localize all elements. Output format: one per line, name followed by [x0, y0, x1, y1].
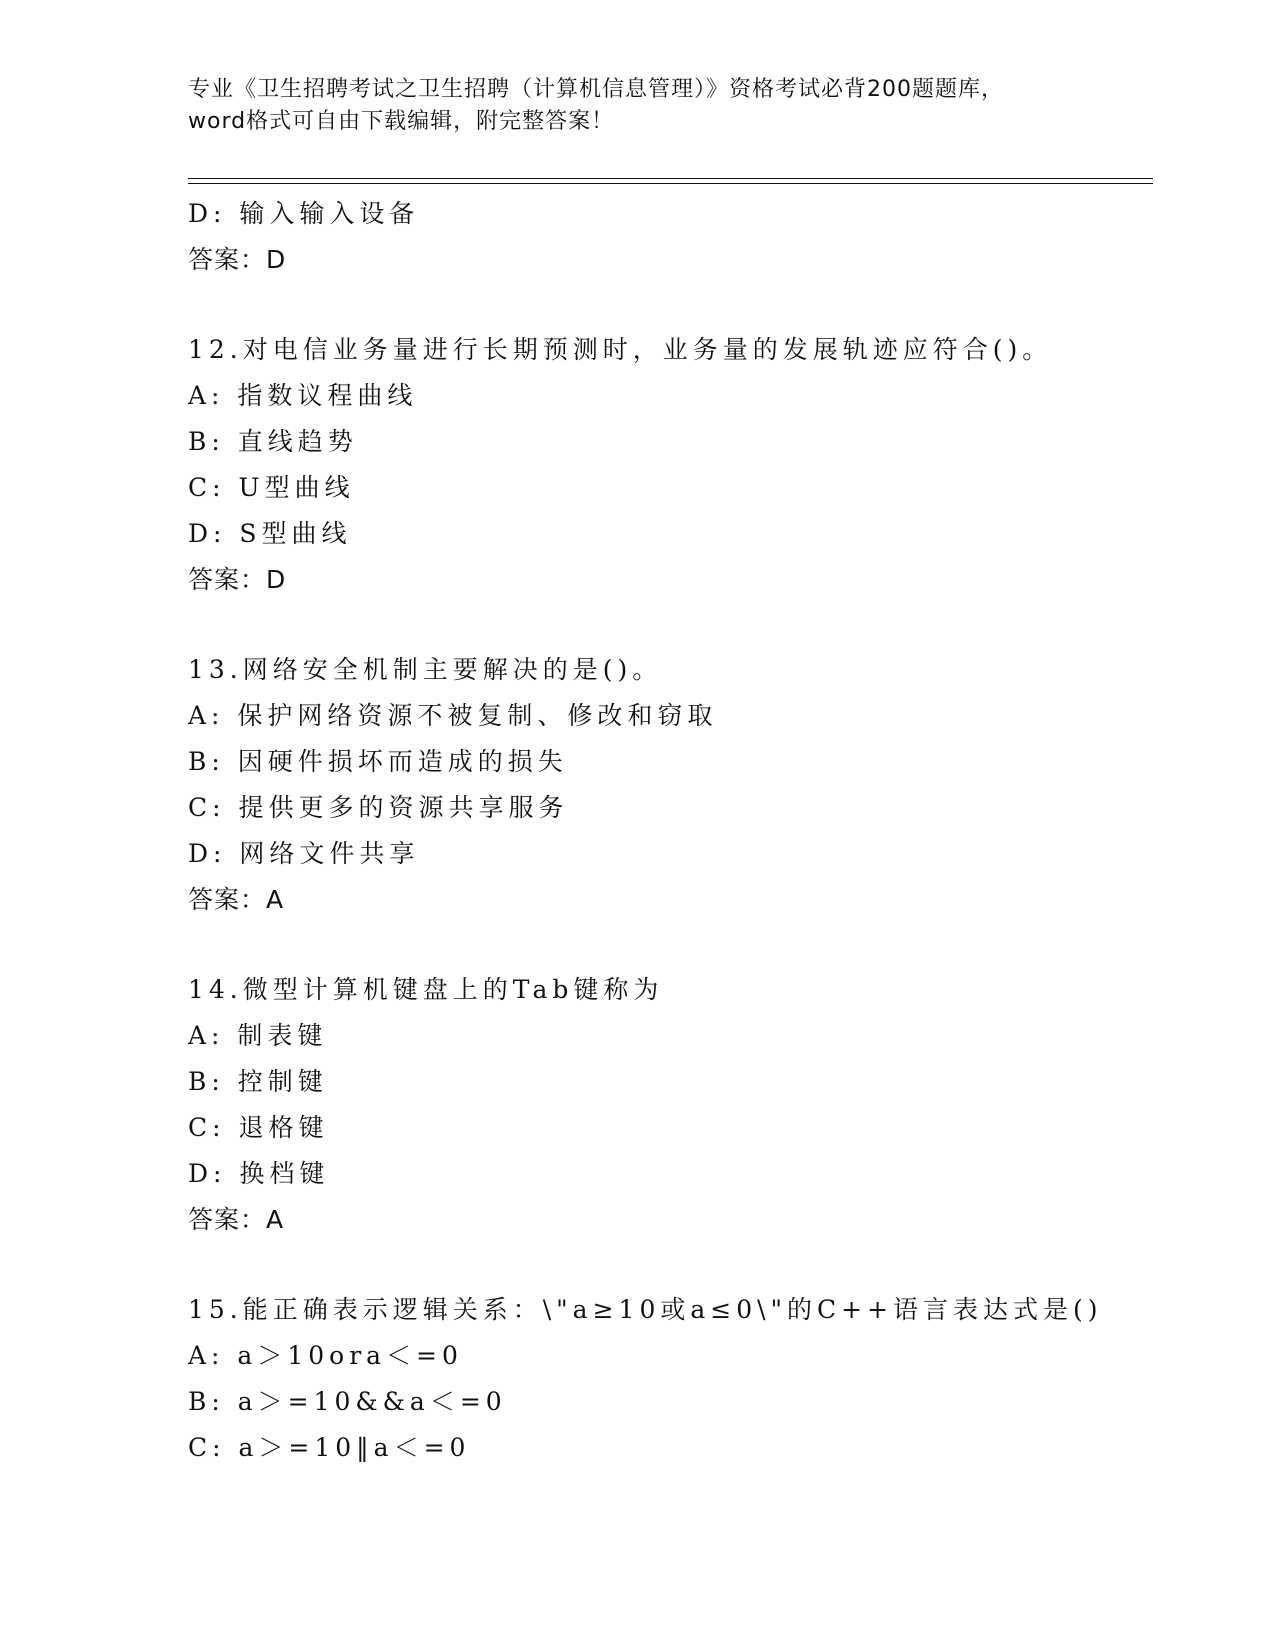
question-block [188, 647, 1148, 923]
answer-line: 答案：D [188, 245, 287, 274]
header-rule-top [188, 178, 1153, 179]
option-line: A: a＞10ora＜=0 [188, 1341, 463, 1370]
answer-line: 答案：A [188, 885, 285, 914]
question-text: 14.微型计算机键盘上的Tab键称为 [188, 975, 664, 1004]
question-text: 12.对电信业务量进行长期预测时，业务量的发展轨迹应符合()。 [188, 335, 1053, 364]
question-block [188, 191, 1148, 283]
question-block [188, 1287, 1148, 1471]
option-line: B: 直线趋势 [188, 427, 358, 456]
option-line: C: U型曲线 [188, 473, 355, 502]
option-line: B: a＞=10&&a＜=0 [188, 1387, 507, 1416]
block-gap [188, 923, 1148, 967]
question-text: 15.能正确表示逻辑关系：\"a≥10或a≤0\"的C++语言表达式是() [188, 1295, 1103, 1324]
question-block [188, 327, 1148, 603]
header-rule-bottom [188, 183, 1153, 184]
option-line: B: 因硬件损坏而造成的损失 [188, 747, 568, 776]
option-line: A: 指数议程曲线 [188, 381, 418, 410]
option-line: D: S型曲线 [188, 519, 352, 548]
question-block [188, 967, 1148, 1243]
header-line-2: word格式可自由下载编辑，附完整答案！ [188, 109, 615, 134]
block-gap [188, 283, 1148, 327]
option-line: D: 换档键 [188, 1159, 330, 1188]
header-line-1: 专业《卫生招聘考试之卫生招聘（计算机信息管理）》资格考试必背200题题库， [188, 77, 1004, 102]
document-header [188, 74, 1088, 138]
option-line: A: 保护网络资源不被复制、修改和窃取 [188, 701, 718, 730]
block-gap [188, 1243, 1148, 1287]
answer-line: 答案：D [188, 565, 287, 594]
option-line: A: 制表键 [188, 1021, 328, 1050]
answer-line: 答案：A [188, 1205, 285, 1234]
option-line: D: 网络文件共享 [188, 839, 420, 868]
question-text: 13.网络安全机制主要解决的是()。 [188, 655, 663, 684]
option-line: B: 控制键 [188, 1067, 328, 1096]
option-line: C: 退格键 [188, 1113, 329, 1142]
block-gap [188, 603, 1148, 647]
option-line: C: 提供更多的资源共享服务 [188, 793, 569, 822]
option-line: D: 输入输入设备 [188, 199, 420, 228]
question-list [188, 191, 1148, 1471]
option-line: C: a＞=10‖a＜=0 [188, 1433, 471, 1462]
